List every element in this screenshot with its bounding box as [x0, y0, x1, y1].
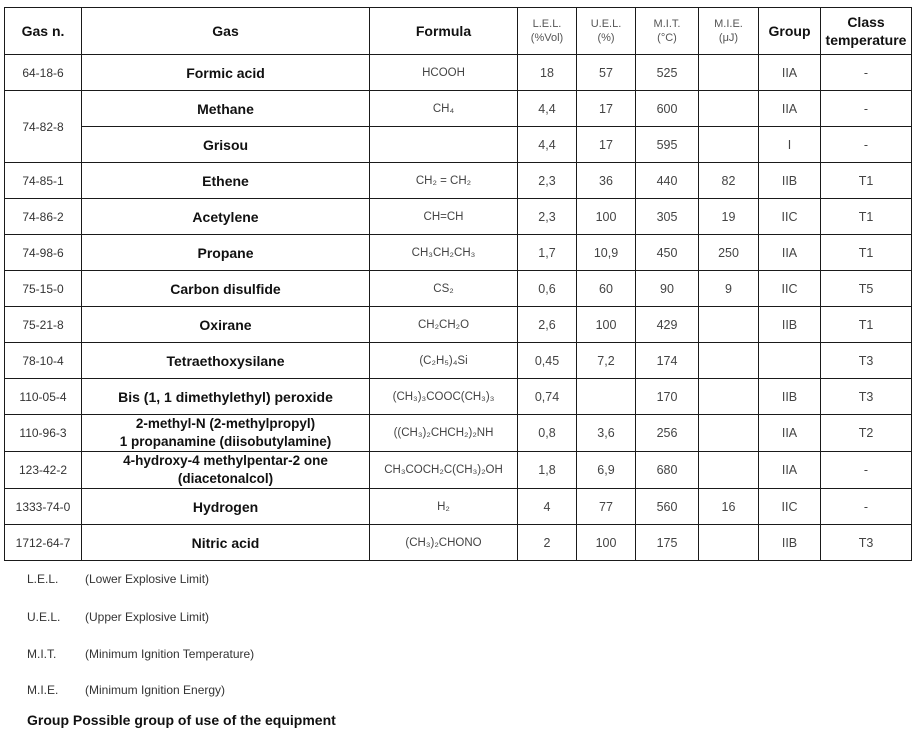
gas-name: Hydrogen — [82, 489, 370, 525]
mit-value: 440 — [636, 163, 699, 199]
cas-number: 75-15-0 — [5, 271, 82, 307]
cas-number: 75-21-8 — [5, 307, 82, 343]
uel-value — [577, 379, 636, 415]
legend-text: (Upper Explosive Limit) — [85, 610, 210, 624]
lel-value: 0,8 — [518, 415, 577, 452]
gas-name: Methane — [82, 91, 370, 127]
mit-value: 305 — [636, 199, 699, 235]
mie-value — [699, 415, 759, 452]
mit-value: 170 — [636, 379, 699, 415]
mit-value: 429 — [636, 307, 699, 343]
legend-mit — [27, 647, 254, 661]
mit-value: 595 — [636, 127, 699, 163]
group-value: IIB — [759, 379, 821, 415]
formula: HCOOH — [370, 55, 518, 91]
header-cas: Gas n. — [5, 8, 82, 55]
mit-value: 90 — [636, 271, 699, 307]
mie-value: 82 — [699, 163, 759, 199]
gas-name — [82, 415, 370, 452]
lel-value: 4,4 — [518, 127, 577, 163]
legend-abbr: U.E.L. — [27, 610, 61, 624]
header-mie-label: M.I.E. — [714, 18, 743, 30]
class-value: - — [821, 452, 912, 489]
gas-name — [82, 452, 370, 489]
gas-name: Formic acid — [82, 55, 370, 91]
formula: H₂ — [370, 489, 518, 525]
cas-number: 1333-74-0 — [5, 489, 82, 525]
cas-number: 123-42-2 — [5, 452, 82, 489]
gas-name: Oxirane — [82, 307, 370, 343]
header-temperature-label: temperature — [825, 32, 907, 48]
legend-mie — [27, 683, 225, 697]
gas-name: Bis (1, 1 dimethylethyl) peroxide — [82, 379, 370, 415]
formula: CH₄ — [370, 91, 518, 127]
group-value: IIA — [759, 415, 821, 452]
header-mit-label: M.I.T. — [653, 18, 681, 30]
mie-value — [699, 525, 759, 561]
table-row — [5, 379, 912, 415]
lel-value: 2,3 — [518, 199, 577, 235]
gas-name: Grisou — [82, 127, 370, 163]
formula: CS₂ — [370, 271, 518, 307]
group-value: IIB — [759, 163, 821, 199]
lel-value: 0,6 — [518, 271, 577, 307]
mie-value: 19 — [699, 199, 759, 235]
gas-name: Tetraethoxysilane — [82, 343, 370, 379]
cas-number: 74-98-6 — [5, 235, 82, 271]
group-value: IIB — [759, 525, 821, 561]
cas-number: 74-85-1 — [5, 163, 82, 199]
table-header-row — [5, 8, 912, 55]
legend-text: (Minimum Ignition Energy) — [85, 683, 226, 697]
cas-number: 74-82-8 — [5, 91, 82, 163]
table-row — [5, 91, 912, 127]
lel-value: 4 — [518, 489, 577, 525]
mit-value: 600 — [636, 91, 699, 127]
mit-value: 256 — [636, 415, 699, 452]
group-note: Group Possible group of use of the equipment — [27, 712, 336, 728]
table-row — [5, 55, 912, 91]
formula: CH₃COCH₂C(CH₃)₂OH — [370, 452, 518, 489]
legend-lel — [27, 572, 209, 586]
legend-abbr: L.E.L. — [27, 572, 59, 586]
uel-value: 77 — [577, 489, 636, 525]
class-value: T1 — [821, 163, 912, 199]
formula: CH₂ = CH₂ — [370, 163, 518, 199]
table-row — [5, 271, 912, 307]
header-uel-unit: (%) — [597, 32, 615, 44]
mie-value — [699, 452, 759, 489]
header-mie-unit: (μJ) — [718, 32, 739, 44]
formula: ((CH₃)₂CHCH₂)₂NH — [370, 415, 518, 452]
mie-value — [699, 307, 759, 343]
header-mie — [699, 8, 759, 55]
formula: CH₂CH₂O — [370, 307, 518, 343]
group-value: I — [759, 127, 821, 163]
uel-value: 100 — [577, 525, 636, 561]
header-class-temperature — [821, 8, 912, 55]
lel-value: 1,8 — [518, 452, 577, 489]
lel-value: 2 — [518, 525, 577, 561]
uel-value: 17 — [577, 91, 636, 127]
group-value: IIC — [759, 489, 821, 525]
mit-value: 175 — [636, 525, 699, 561]
table-row — [5, 235, 912, 271]
cas-number: 64-18-6 — [5, 55, 82, 91]
class-value: - — [821, 55, 912, 91]
header-group: Group — [759, 8, 821, 55]
formula — [370, 127, 518, 163]
table-row — [5, 163, 912, 199]
class-value: T3 — [821, 379, 912, 415]
class-value: T3 — [821, 525, 912, 561]
class-value: T3 — [821, 343, 912, 379]
uel-value: 100 — [577, 199, 636, 235]
uel-value: 7,2 — [577, 343, 636, 379]
formula: CH₃CH₂CH₃ — [370, 235, 518, 271]
class-value: - — [821, 91, 912, 127]
header-formula: Formula — [370, 8, 518, 55]
lel-value: 4,4 — [518, 91, 577, 127]
header-class-label: Class — [847, 14, 885, 30]
class-value: T5 — [821, 271, 912, 307]
gas-name: Carbon disulfide — [82, 271, 370, 307]
formula: (C₂H₅)₄Si — [370, 343, 518, 379]
table-row — [5, 343, 912, 379]
mit-value: 560 — [636, 489, 699, 525]
header-uel — [577, 8, 636, 55]
uel-value: 6,9 — [577, 452, 636, 489]
mit-value: 450 — [636, 235, 699, 271]
gas-name-line-2: 1 propanamine (diisobutylamine) — [119, 434, 332, 449]
mie-value — [699, 91, 759, 127]
mie-value — [699, 127, 759, 163]
table-row — [5, 199, 912, 235]
group-value: IIC — [759, 271, 821, 307]
table-row — [5, 127, 912, 163]
lel-value: 0,74 — [518, 379, 577, 415]
cas-number: 110-96-3 — [5, 415, 82, 452]
gas-name: Ethene — [82, 163, 370, 199]
group-value: IIA — [759, 91, 821, 127]
group-value: IIA — [759, 235, 821, 271]
group-value — [759, 343, 821, 379]
header-lel — [518, 8, 577, 55]
uel-value: 60 — [577, 271, 636, 307]
lel-value: 0,45 — [518, 343, 577, 379]
gas-name: Propane — [82, 235, 370, 271]
gas-name-line-2: (diacetonalcol) — [177, 471, 274, 486]
class-value: T1 — [821, 199, 912, 235]
group-value: IIC — [759, 199, 821, 235]
uel-value: 57 — [577, 55, 636, 91]
table-row — [5, 452, 912, 489]
header-mit-unit: (°C) — [657, 32, 677, 44]
mit-value: 680 — [636, 452, 699, 489]
lel-value: 2,3 — [518, 163, 577, 199]
legend-text: (Lower Explosive Limit) — [85, 572, 210, 586]
class-value: T1 — [821, 235, 912, 271]
formula: (CH₃)₂CHONO — [370, 525, 518, 561]
class-value: - — [821, 127, 912, 163]
header-lel-label: L.E.L. — [532, 18, 562, 30]
table-row — [5, 415, 912, 452]
legend-text: (Minimum Ignition Temperature) — [85, 647, 255, 661]
header-gas: Gas — [82, 8, 370, 55]
mit-value: 174 — [636, 343, 699, 379]
lel-value: 18 — [518, 55, 577, 91]
gas-name-line-1: 2-methyl-N (2-methylpropyl) — [135, 416, 316, 431]
uel-value: 17 — [577, 127, 636, 163]
mie-value: 9 — [699, 271, 759, 307]
gas-properties-table — [4, 7, 912, 561]
class-value: T2 — [821, 415, 912, 452]
uel-value: 36 — [577, 163, 636, 199]
cas-number: 74-86-2 — [5, 199, 82, 235]
cas-number: 78-10-4 — [5, 343, 82, 379]
table-row — [5, 307, 912, 343]
gas-name: Acetylene — [82, 199, 370, 235]
group-value: IIA — [759, 452, 821, 489]
formula: CH=CH — [370, 199, 518, 235]
gas-name-line-1: 4-hydroxy-4 methylpentar-2 one — [123, 453, 328, 468]
header-mit — [636, 8, 699, 55]
class-value: - — [821, 489, 912, 525]
legend-uel — [27, 610, 209, 624]
header-lel-unit: (%Vol) — [530, 32, 564, 44]
legend-abbr: M.I.E. — [27, 683, 59, 697]
uel-value: 10,9 — [577, 235, 636, 271]
gas-name: Nitric acid — [82, 525, 370, 561]
uel-value: 100 — [577, 307, 636, 343]
table-row — [5, 525, 912, 561]
cas-number: 110-05-4 — [5, 379, 82, 415]
class-value: T1 — [821, 307, 912, 343]
mie-value: 16 — [699, 489, 759, 525]
uel-value: 3,6 — [577, 415, 636, 452]
group-value: IIA — [759, 55, 821, 91]
mie-value — [699, 55, 759, 91]
cas-number: 1712-64-7 — [5, 525, 82, 561]
mie-value — [699, 379, 759, 415]
header-uel-label: U.E.L. — [590, 18, 622, 30]
formula: (CH₃)₃COOC(CH₃)₃ — [370, 379, 518, 415]
group-value: IIB — [759, 307, 821, 343]
mit-value: 525 — [636, 55, 699, 91]
lel-value: 1,7 — [518, 235, 577, 271]
lel-value: 2,6 — [518, 307, 577, 343]
mie-value: 250 — [699, 235, 759, 271]
table-row — [5, 489, 912, 525]
mie-value — [699, 343, 759, 379]
legend-abbr: M.I.T. — [27, 647, 57, 661]
